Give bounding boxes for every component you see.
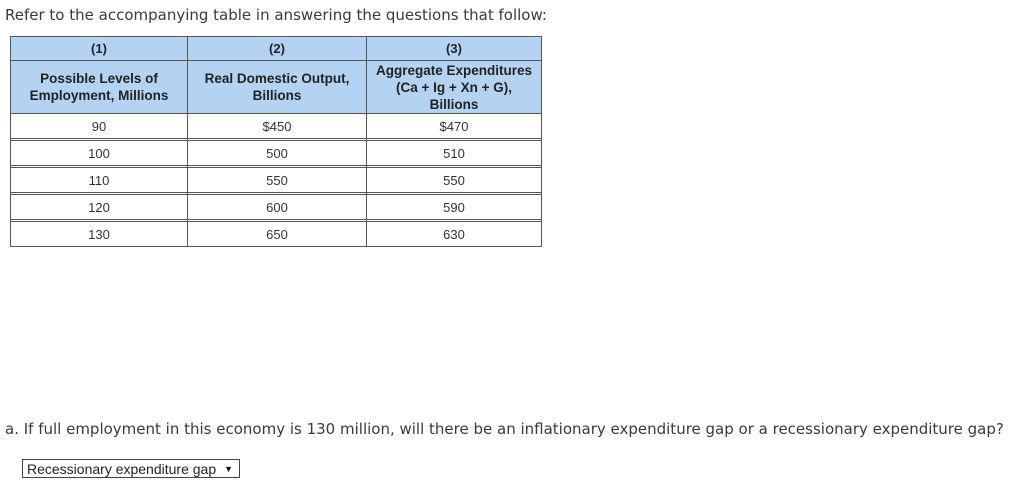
output-cell: 600 [188,195,367,220]
employment-cell: 90 [11,114,188,139]
table-row [11,222,542,247]
answer-dropdown[interactable] [22,459,240,478]
employment-cell: 130 [11,222,188,247]
output-cell: $450 [188,114,367,139]
column-number-3: (3) [367,37,542,61]
column-header-row [11,61,542,114]
employment-cell: 100 [11,141,188,166]
output-cell: 500 [188,141,367,166]
dropdown-selected-value: Recessionary expenditure gap [27,460,217,477]
employment-cell: 120 [11,195,188,220]
expenditures-cell: 590 [367,195,542,220]
expenditures-cell: 550 [367,168,542,193]
header-aggregate-expenditures: Aggregate Expenditures (Ca + Ig + Xn + G), Billions [367,61,542,114]
question-text: a. If full employment in this economy is 130 million, will there be an inflationary expenditure gap or a recessionary expenditure gap? [5,420,1004,438]
header-employment: Possible Levels of Employment, Millions [11,61,188,114]
expenditures-cell: 630 [367,222,542,247]
table-row [11,168,542,193]
column-number-2: (2) [188,37,367,61]
output-cell: 650 [188,222,367,247]
expenditures-cell: 510 [367,141,542,166]
intro-text: Refer to the accompanying table in answering the questions that follow: [5,6,547,24]
column-number-row [11,37,542,61]
data-table [10,36,542,247]
header-real-domestic-output: Real Domestic Output, Billions [188,61,367,114]
dropdown-arrow-icon: ▼ [224,463,234,474]
table-row [11,114,542,139]
table-row [11,141,542,166]
expenditures-cell: $470 [367,114,542,139]
employment-cell: 110 [11,168,188,193]
column-number-1: (1) [11,37,188,61]
output-cell: 550 [188,168,367,193]
table-row [11,195,542,220]
